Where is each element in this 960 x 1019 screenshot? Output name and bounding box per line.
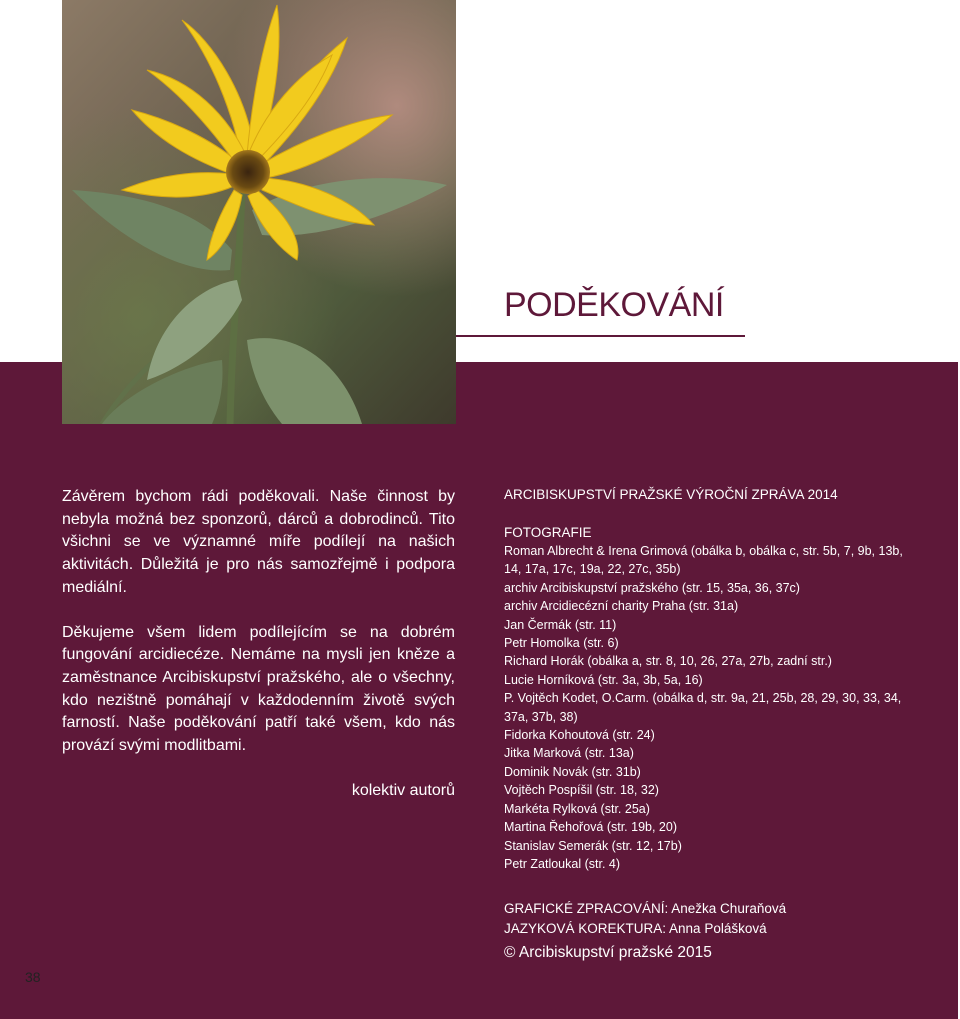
photographer-list bbox=[504, 542, 904, 873]
page-title: PODĚKOVÁNÍ bbox=[504, 286, 724, 324]
thanks-paragraph: Závěrem bychom rádi poděkovali. Naše činnost by nebyla možná bez sponzorů, dárců a dobrodinců. Tito všichni se ve významné míře podílejí na našich aktivitách. Důležitá je pro nás samozřejmě i podpora mediální. bbox=[62, 488, 455, 596]
copyright-notice: © Arcibiskupství pražské 2015 bbox=[504, 944, 712, 962]
report-title: ARCIBISKUPSTVÍ PRAŽSKÉ VÝROČNÍ ZPRÁVA 2014 bbox=[504, 487, 838, 502]
list-item: Fidorka Kohoutová (str. 24) bbox=[504, 728, 655, 743]
design-credits bbox=[504, 899, 904, 939]
yellow-flower-photo bbox=[62, 0, 456, 424]
page-number: 38 bbox=[25, 969, 41, 985]
list-item: Stanislav Semerák (str. 12, 17b) bbox=[504, 838, 682, 853]
list-item: Roman Albrecht & Irena Grimová (obálka b, obálka c, str. 5b, 7, 9b, 13b, 14, 17a, 17c, 19a, 22, 27c, 35b) bbox=[504, 544, 903, 577]
list-item: P. Vojtěch Kodet, O.Carm. (obálka d, str. 9a, 21, 25b, 28, 29, 30, 33, 34, 37a, 37b, 38) bbox=[504, 691, 902, 724]
list-item: Petr Zatloukal (str. 4) bbox=[504, 856, 621, 871]
credits-column bbox=[504, 486, 904, 965]
list-item: Vojtěch Pospíšil (str. 18, 32) bbox=[504, 783, 659, 798]
signature: kolektiv autorů bbox=[351, 782, 455, 799]
list-item: Dominik Novák (str. 31b) bbox=[504, 764, 641, 779]
proofreading-credit: JAZYKOVÁ KOREKTURA: Anna Polášková bbox=[504, 921, 767, 937]
thanks-text bbox=[62, 486, 455, 780]
list-item: archiv Arcibiskupství pražského (str. 15, 35a, 36, 37c) bbox=[504, 580, 800, 595]
list-item: Jan Čermák (str. 11) bbox=[504, 617, 617, 632]
graphic-design-credit: GRAFICKÉ ZPRACOVÁNÍ: Anežka Churaňová bbox=[504, 901, 787, 917]
list-item: archiv Arcidiecézní charity Praha (str. 31a) bbox=[504, 599, 739, 614]
list-item: Petr Homolka (str. 6) bbox=[504, 636, 619, 651]
list-item: Lucie Horníková (str. 3a, 3b, 5a, 16) bbox=[504, 672, 703, 687]
photo-heading: FOTOGRAFIE bbox=[504, 525, 592, 540]
thanks-paragraph: Děkujeme všem lidem podílejícím se na dobrém fungování arcidiecéze. Nemáme na mysli jen kněze a zaměstnance Arcibiskupství pražského, ale o všechny, kdo nezištně pomáhají v každodenním životě svých farností. Naše poděkování patří také všem, kdo nás provází svými modlitbami. bbox=[62, 623, 455, 755]
list-item: Jitka Marková (str. 13a) bbox=[504, 746, 634, 761]
list-item: Richard Horák (obálka a, str. 8, 10, 26, 27a, 27b, zadní str.) bbox=[504, 654, 832, 669]
title-underline bbox=[456, 335, 745, 337]
list-item: Martina Řehořová (str. 19b, 20) bbox=[504, 820, 677, 835]
list-item: Markéta Rylková (str. 25a) bbox=[504, 801, 650, 816]
